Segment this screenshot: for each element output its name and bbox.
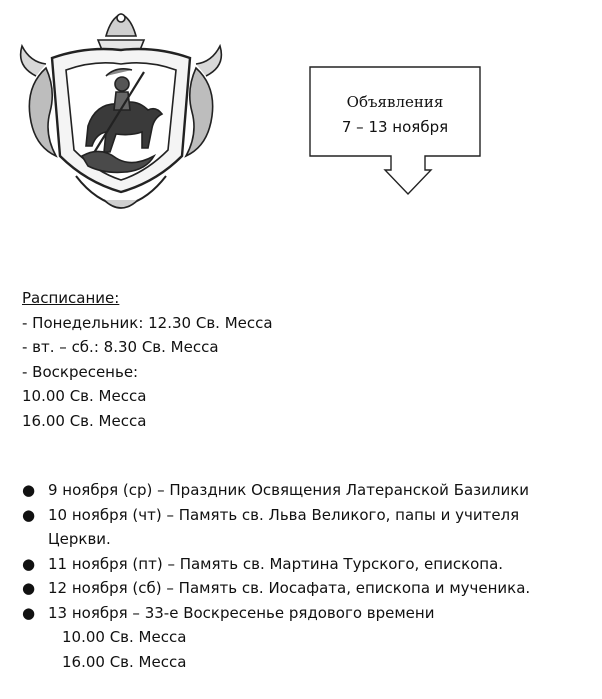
events-list <box>22 478 597 674</box>
event-item <box>22 552 597 577</box>
schedule-line: - Воскресенье: <box>22 362 139 381</box>
event-text: 11 ноября (пт) – Память св. Мартина Турского, епископа. <box>48 554 504 573</box>
bullet-icon: ● <box>22 554 36 573</box>
event-item <box>22 478 597 503</box>
announcement-dates: 7 – 13 ноября <box>341 118 449 136</box>
event-text: 10 ноября (чт) – Память св. Льва Великого, папы и учителя <box>48 505 520 524</box>
schedule-line: 16.00 Св. Месса <box>22 411 147 430</box>
coat-of-arms-emblem-icon <box>16 6 226 218</box>
event-text: 13 ноября – 33-е Воскресенье рядового времени <box>48 603 435 622</box>
event-text-continued: Церкви. <box>48 530 111 548</box>
schedule-line: 10.00 Св. Месса <box>22 387 147 405</box>
event-mass-time: 16.00 Св. Месса <box>62 652 187 671</box>
schedule-heading: Расписание: <box>22 289 120 307</box>
event-text: 9 ноября (ср) – Праздник Освящения Латеранской Базилики <box>48 481 530 499</box>
bullet-icon: ● <box>22 603 36 622</box>
event-item <box>22 576 597 601</box>
schedule-line: - Понедельник: 12.30 Св. Месса <box>22 313 273 332</box>
event-text: 12 ноября (сб) – Память св. Иосафата, епископа и мученика. <box>48 579 531 597</box>
event-mass-time: 10.00 Св. Месса <box>62 628 187 646</box>
bullet-icon: ● <box>22 505 36 524</box>
announcement-title: Объявления <box>346 93 444 111</box>
bullet-icon: ● <box>22 481 36 499</box>
schedule-line: - вт. – сб.: 8.30 Св. Месса <box>22 338 219 356</box>
event-item <box>22 601 597 675</box>
schedule-section <box>22 286 273 433</box>
bullet-icon: ● <box>22 579 36 597</box>
event-item <box>22 503 597 552</box>
